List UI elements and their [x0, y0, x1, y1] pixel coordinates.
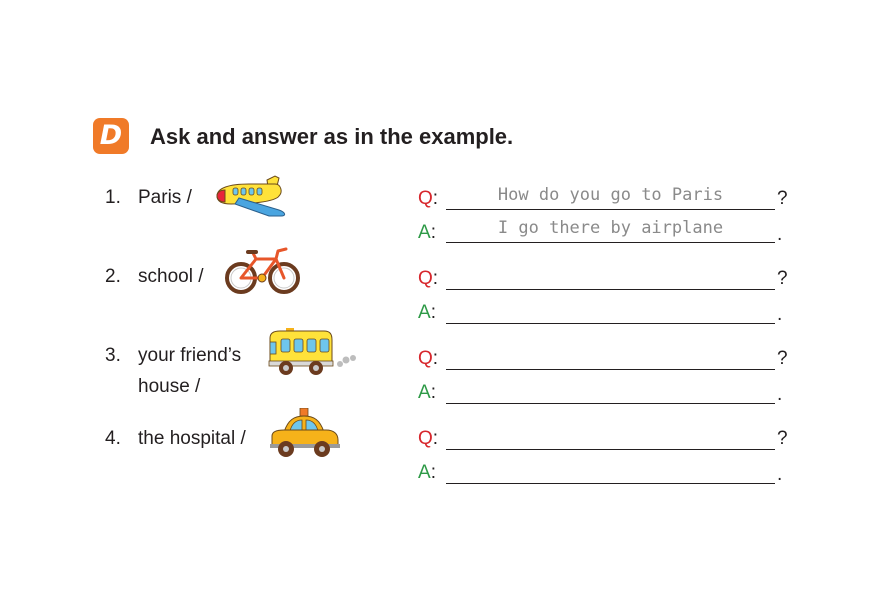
section-heading: Ask and answer as in the example. [150, 124, 514, 149]
answer-label: A: [418, 222, 436, 243]
question-label: Q: [418, 268, 439, 289]
item-number: 3. [105, 345, 121, 366]
section-badge: D [93, 118, 129, 154]
answer-answer-line[interactable] [446, 242, 775, 243]
taxi-icon [268, 408, 340, 460]
question-mark: ? [777, 348, 788, 369]
question-answer-line[interactable] [446, 449, 775, 450]
item-prompt-line2: house / [138, 376, 201, 397]
answer-label: A: [418, 462, 436, 483]
period: . [777, 224, 783, 245]
question-answer-line[interactable] [446, 369, 775, 370]
period: . [777, 304, 783, 325]
question-answer-line[interactable] [446, 209, 775, 210]
airplane-icon [209, 174, 289, 218]
item-prompt: Paris / [138, 187, 192, 208]
item-number: 1. [105, 187, 121, 208]
bus-icon [266, 328, 358, 378]
item-prompt: school / [138, 266, 204, 287]
item-prompt: the hospital / [138, 428, 246, 449]
question-answer-line[interactable] [446, 289, 775, 290]
question-label: Q: [418, 348, 439, 369]
answer-answer-line[interactable] [446, 483, 775, 484]
question-label: Q: [418, 188, 439, 209]
answer-answer-text: I go there by airplane [497, 218, 724, 238]
question-mark: ? [777, 428, 788, 449]
period: . [777, 384, 783, 405]
answer-answer-line[interactable] [446, 323, 775, 324]
answer-label: A: [418, 382, 436, 403]
answer-label: A: [418, 302, 436, 323]
answer-answer-line[interactable] [446, 403, 775, 404]
question-mark: ? [777, 188, 788, 209]
question-answer-text: How do you go to Paris [497, 185, 724, 205]
item-number: 2. [105, 266, 121, 287]
item-number: 4. [105, 428, 121, 449]
period: . [777, 464, 783, 485]
question-label: Q: [418, 428, 439, 449]
question-mark: ? [777, 268, 788, 289]
bicycle-icon [224, 245, 302, 295]
item-prompt: your friend’s [138, 345, 242, 366]
